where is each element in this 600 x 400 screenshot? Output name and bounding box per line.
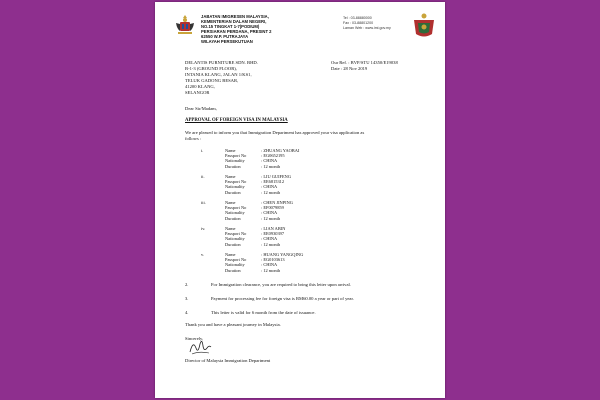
field-label-name: Name bbox=[225, 200, 236, 205]
contact-fax: Fax : 03-88801200 bbox=[343, 21, 374, 25]
field-label-passport: Passport No bbox=[225, 257, 247, 263]
applicant-number: i. bbox=[201, 148, 204, 153]
field-value-duration: : 12 month bbox=[261, 267, 281, 273]
letter-page bbox=[155, 2, 445, 398]
field-value-duration: : 12 month bbox=[261, 163, 281, 169]
dept-line: NO.15 TINGKAT 1-7(PODIUM) bbox=[201, 24, 260, 29]
field-value-passport: : EE0930397 bbox=[261, 231, 285, 237]
applicant-number: iv. bbox=[201, 226, 206, 231]
field-value-name: : ZHUANG YAOBAI bbox=[261, 148, 300, 153]
note-number: 4. bbox=[185, 310, 189, 315]
field-value-nationality: : CHINA bbox=[261, 262, 278, 268]
note-text: Payment for processing fee for foreign visa is RM60.00 a year or part of year. bbox=[211, 296, 354, 301]
dept-line: PERSIARAN PERDANA, PRESINT 2 bbox=[201, 29, 272, 34]
field-label-nationality: Nationality bbox=[225, 210, 245, 216]
field-label-passport: Passport No bbox=[225, 179, 247, 185]
field-value-nationality: : CHINA bbox=[261, 210, 278, 216]
recipient-line: B-1-3 (GROUND FLOOR), bbox=[185, 66, 237, 71]
contact-tel: Tel : 03-88880000 bbox=[343, 16, 372, 20]
field-value-passport: : EE6815312 bbox=[261, 179, 285, 185]
recipient-line: TELUK GADONG BESAR, bbox=[185, 78, 239, 83]
field-label-duration: Duration bbox=[225, 267, 241, 273]
salutation: Dear Sir/Madam, bbox=[185, 106, 217, 111]
field-value-passport: : EG0103613 bbox=[261, 257, 285, 263]
field-label-passport: Passport No bbox=[225, 231, 247, 237]
subject-heading: APPROVAL OF FOREIGN VISA IN MALAYSIA bbox=[185, 118, 288, 123]
note-item bbox=[185, 282, 351, 288]
note-text: This letter is valid for 6 month from the date of issuance. bbox=[211, 310, 316, 315]
malaysia-coat-of-arms-icon bbox=[173, 14, 197, 36]
letter-date: Date : 28 Nov 2019 bbox=[331, 66, 368, 71]
recipient-line: INTANIA KLANG, JALAN 1/KS1, bbox=[185, 72, 252, 77]
field-value-name: : LIU GUIFENG bbox=[261, 174, 291, 179]
field-label-nationality: Nationality bbox=[225, 184, 245, 190]
field-label-nationality: Nationality bbox=[225, 236, 245, 242]
immigration-emblem-icon bbox=[411, 12, 437, 40]
field-label-duration: Duration bbox=[225, 215, 241, 221]
signatory: Director of Malaysia Immigration Department bbox=[185, 358, 271, 363]
field-label-nationality: Nationality bbox=[225, 158, 245, 164]
dept-line: 62550 W.P. PUTRAJAYA bbox=[201, 34, 249, 39]
sincerely-line: Sincerely, bbox=[185, 336, 204, 341]
applicant-number: v. bbox=[201, 252, 205, 257]
note-text: For Immigration clearance, you are required to bring this letter upon arrival. bbox=[211, 282, 351, 287]
our-ref: Our Ref. : BVP/STU 14350/E19038 bbox=[331, 60, 398, 65]
recipient-line: SELANGOR bbox=[185, 90, 210, 95]
field-label-duration: Duration bbox=[225, 163, 241, 169]
field-value-name: : LIAN ABIN bbox=[261, 226, 286, 231]
field-value-nationality: : CHINA bbox=[261, 184, 278, 190]
field-value-nationality: : CHINA bbox=[261, 236, 278, 242]
intro-line: We are pleased to inform you that Immigration Department has approved your visa application as bbox=[185, 130, 365, 135]
field-value-duration: : 12 month bbox=[261, 189, 281, 195]
dept-line: WILAYAH PERSEKUTUAN bbox=[201, 39, 253, 44]
field-value-passport: : EG0652195 bbox=[261, 153, 285, 159]
field-label-name: Name bbox=[225, 226, 236, 231]
field-value-name: : HUANG YANGQING bbox=[261, 252, 304, 257]
field-label-name: Name bbox=[225, 174, 236, 179]
applicant-number: ii. bbox=[201, 174, 205, 179]
closing-line: Thank you and have a pleasant journey in Malaysia. bbox=[185, 322, 281, 327]
note-item bbox=[185, 296, 354, 302]
contact-web: Laman Web : www.imi.gov.my bbox=[343, 26, 391, 30]
field-label-name: Name bbox=[225, 252, 236, 257]
field-label-passport: Passport No bbox=[225, 205, 247, 211]
recipient-line: DELANTIS FURNITURE SDN. BHD. bbox=[185, 60, 258, 65]
dept-line: JABATAN IMIGRESEN MALAYSIA, bbox=[201, 14, 269, 19]
field-label-nationality: Nationality bbox=[225, 262, 245, 268]
field-value-duration: : 12 month bbox=[261, 241, 281, 247]
field-value-name: : CHEN JINPING bbox=[261, 200, 293, 205]
field-value-passport: : EF0079859 bbox=[261, 205, 284, 211]
field-label-duration: Duration bbox=[225, 241, 241, 247]
applicant-number: iii. bbox=[201, 200, 206, 205]
dept-line: KEMENTERIAN DALAM NEGERI, bbox=[201, 19, 267, 24]
field-label-name: Name bbox=[225, 148, 236, 153]
note-item bbox=[185, 310, 316, 316]
recipient-line: 41200 KLANG, bbox=[185, 84, 215, 89]
field-value-duration: : 12 month bbox=[261, 215, 281, 221]
intro-line: follows : bbox=[185, 136, 202, 141]
note-number: 3. bbox=[185, 296, 189, 301]
field-label-passport: Passport No bbox=[225, 153, 247, 159]
signature-icon bbox=[187, 336, 213, 358]
field-label-duration: Duration bbox=[225, 189, 241, 195]
note-number: 2. bbox=[185, 282, 189, 287]
field-value-nationality: : CHINA bbox=[261, 158, 278, 164]
